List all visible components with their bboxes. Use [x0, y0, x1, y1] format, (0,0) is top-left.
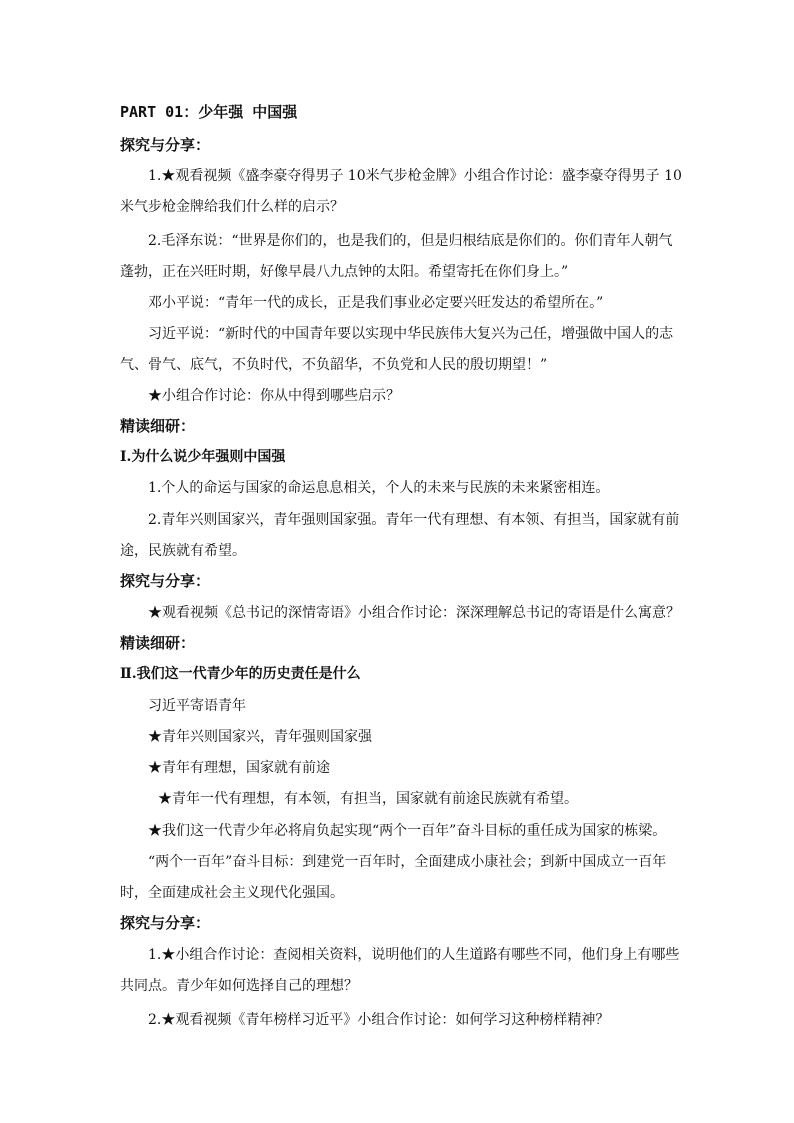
study2-item3: ★青年有理想，国家就有前途	[148, 760, 330, 776]
explore1-item1-line2: 米气步枪金牌给我们什么样的启示？	[120, 199, 344, 215]
study1-item2-line2: 途，民族就有希望。	[120, 543, 246, 559]
study2-item4: ★青年一代有理想，有本领，有担当，国家就有前途民族就有希望。	[158, 791, 578, 807]
study1-subheading: Ⅰ.为什么说少年强则中国强	[120, 449, 286, 465]
study1-item2-line1: 2.青年兴则国家兴，青年强则国家强。青年一代有理想、有本领、有担当，国家就有前	[148, 512, 680, 528]
section-heading-explore-2: 探究与分享：	[120, 572, 211, 590]
explore3-item2: 2.★观看视频《青年榜样习近平》小组合作讨论：如何学习这种榜样精神？	[148, 1012, 610, 1028]
study2-item5: ★我们这一代青少年必将肩负起实现“两个一百年”奋斗目标的重任成为国家的栋梁。	[148, 823, 667, 839]
study1-item1: 1.个人的命运与国家的命运息息相关，个人的未来与民族的未来紧密相连。	[148, 480, 610, 496]
study2-item6-line2: 时，全面建成社会主义现代化强国。	[120, 885, 344, 901]
study2-subheading: Ⅱ.我们这一代青少年的历史责任是什么	[120, 666, 361, 682]
explore2-item1: ★观看视频《总书记的深情寄语》小组合作讨论：深深理解总书记的寄语是什么寓意？	[148, 605, 680, 621]
explore1-item4-line2: 气、骨气、底气，不负时代，不负韶华，不负党和人民的殷切期望！”	[120, 357, 548, 373]
explore1-item1-line1: 1.★观看视频《盛李豪夺得男子 10米气步枪金牌》小组合作讨论：盛李豪夺得男子 10	[148, 168, 682, 184]
explore1-item3: 邓小平说：“青年一代的成长，正是我们事业必定要兴旺发达的希望所在。”	[148, 295, 604, 311]
explore1-item4-line1: 习近平说：“新时代的中国青年要以实现中华民族伟大复兴为己任，增强做中国人的志	[148, 326, 674, 342]
explore3-item1-line1: 1.★小组合作讨论：查阅相关资料，说明他们的人生道路有哪些不同，他们身上有哪些	[148, 947, 680, 963]
study2-item1: 习近平寄语青年	[148, 698, 246, 714]
section-heading-explore-3: 探究与分享：	[120, 914, 211, 932]
section-heading-study-2: 精读细研：	[120, 634, 196, 652]
study2-item6-line1: “两个一百年”奋斗目标：到建党一百年时，全面建成小康社会；到新中国成立一百年	[148, 854, 667, 870]
explore1-item2-line2: 蓬勃，正在兴旺时期，好像早晨八九点钟的太阳。希望寄托在你们身上。”	[120, 264, 569, 280]
section-heading-explore-1: 探究与分享：	[120, 136, 211, 154]
explore1-item2-line1: 2.毛泽东说：“世界是你们的，也是我们的，但是归根结底是你们的。你们青年人朝气	[148, 233, 673, 249]
section-heading-study-1: 精读细研：	[120, 417, 196, 435]
explore1-item5: ★小组合作讨论：你从中得到哪些启示？	[148, 388, 400, 404]
page-title: PART 01：少年强 中国强	[120, 103, 298, 121]
explore3-item1-line2: 共同点。青少年如何选择自己的理想？	[120, 978, 358, 994]
study2-item2: ★青年兴则国家兴，青年强则国家强	[148, 729, 372, 745]
